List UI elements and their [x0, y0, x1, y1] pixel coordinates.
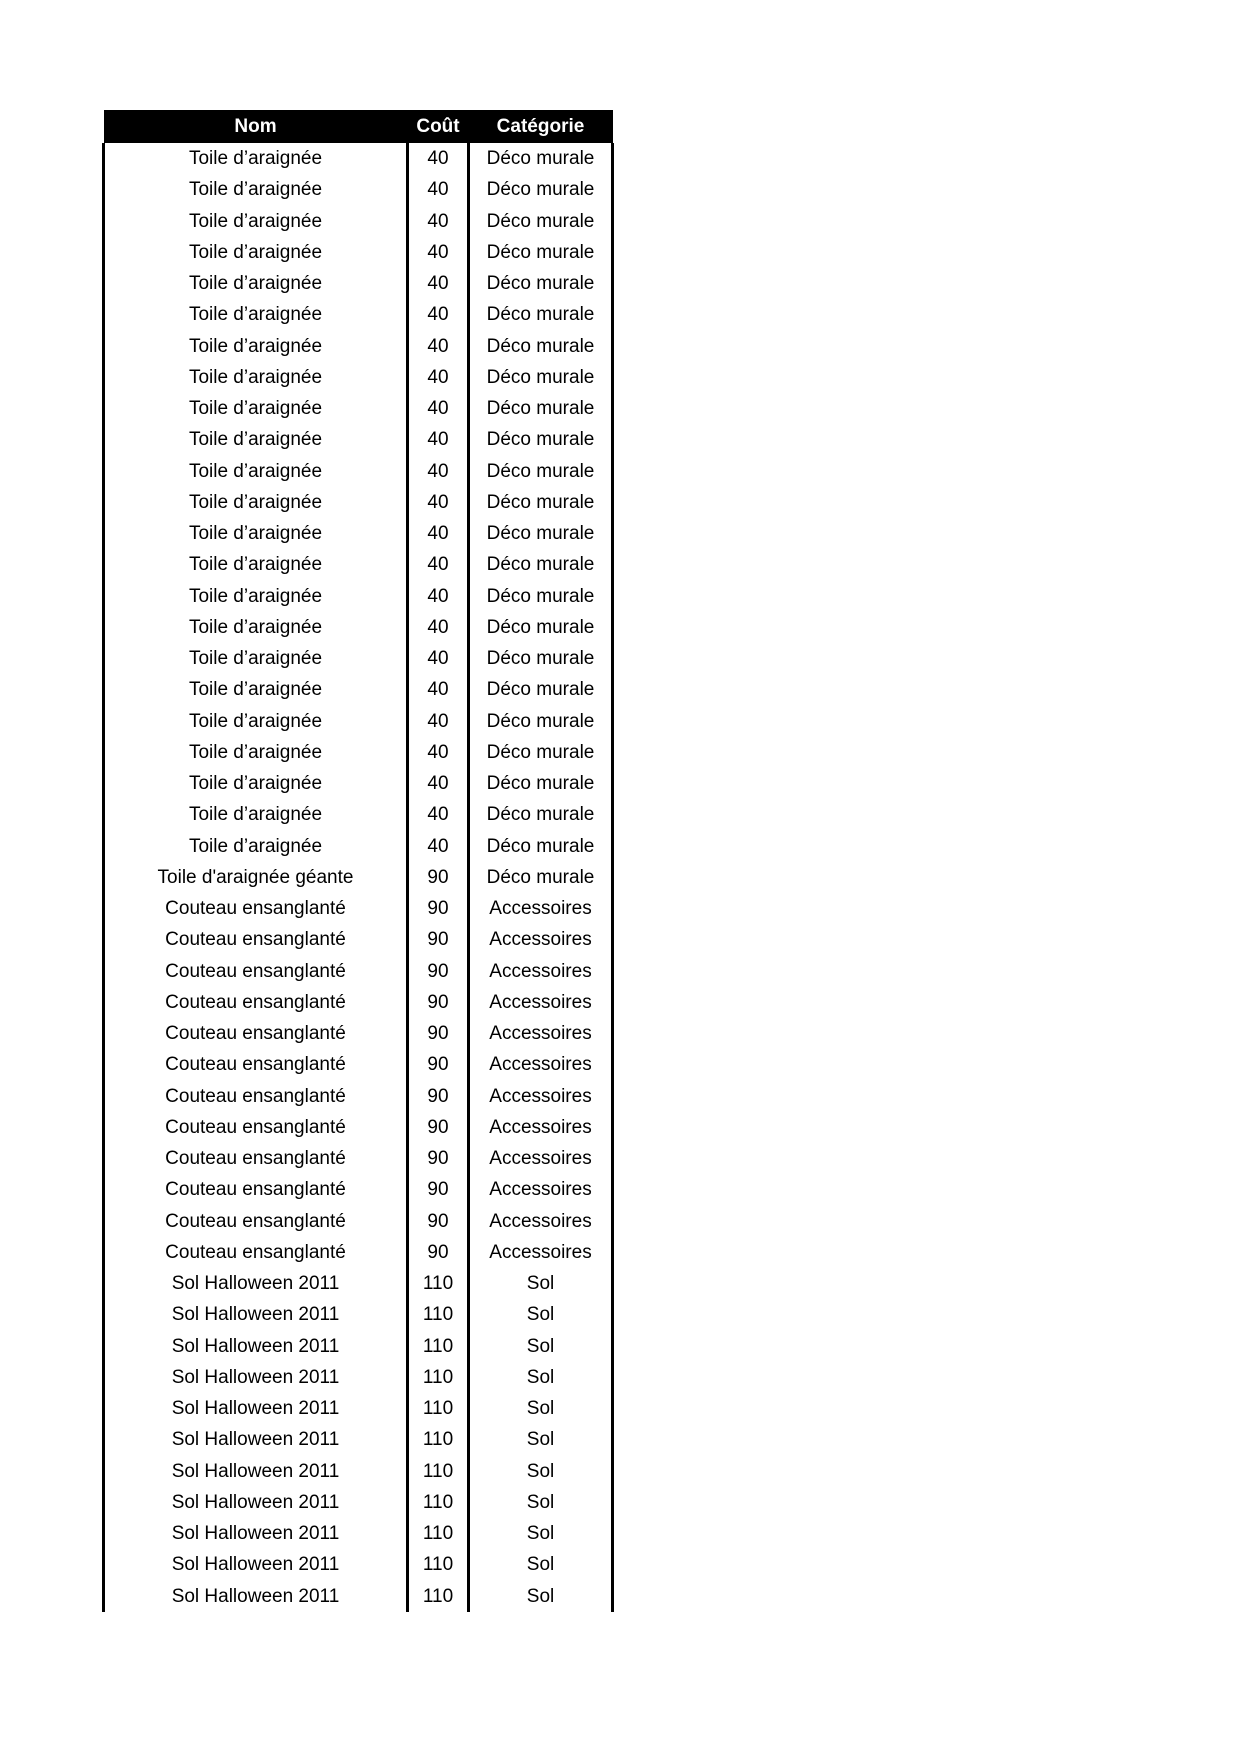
- table-row: [104, 799, 613, 830]
- cell-categorie: Déco murale: [469, 268, 613, 299]
- cell-categorie: Accessoires: [469, 1112, 613, 1143]
- table-row: [104, 1487, 613, 1518]
- cell-nom: Sol Halloween 2011: [104, 1268, 408, 1299]
- cell-cout: 90: [408, 1049, 469, 1080]
- cell-nom: Toile d’araignée: [104, 831, 408, 862]
- cell-cout: 90: [408, 1081, 469, 1112]
- cell-categorie: Sol: [469, 1299, 613, 1330]
- cell-nom: Sol Halloween 2011: [104, 1331, 408, 1362]
- table-row: [104, 612, 613, 643]
- cell-nom: Toile d’araignée: [104, 612, 408, 643]
- cell-cout: 40: [408, 268, 469, 299]
- cell-nom: Couteau ensanglanté: [104, 1206, 408, 1237]
- table-row: [104, 237, 613, 268]
- cell-cout: 40: [408, 456, 469, 487]
- cell-cout: 110: [408, 1393, 469, 1424]
- cell-cout: 40: [408, 362, 469, 393]
- cell-categorie: Déco murale: [469, 299, 613, 330]
- cell-cout: 40: [408, 206, 469, 237]
- table-row: [104, 924, 613, 955]
- cell-nom: Toile d’araignée: [104, 643, 408, 674]
- cell-nom: Sol Halloween 2011: [104, 1518, 408, 1549]
- table-row: [104, 831, 613, 862]
- cell-cout: 90: [408, 1237, 469, 1268]
- cell-nom: Sol Halloween 2011: [104, 1549, 408, 1580]
- cell-cout: 40: [408, 518, 469, 549]
- cell-nom: Sol Halloween 2011: [104, 1299, 408, 1330]
- cell-categorie: Sol: [469, 1331, 613, 1362]
- cell-nom: Toile d’araignée: [104, 174, 408, 205]
- cell-nom: Couteau ensanglanté: [104, 1143, 408, 1174]
- table-row: [104, 862, 613, 893]
- cell-categorie: Déco murale: [469, 456, 613, 487]
- cell-nom: Toile d’araignée: [104, 237, 408, 268]
- cell-cout: 90: [408, 987, 469, 1018]
- cell-nom: Toile d’araignée: [104, 143, 408, 174]
- table-row: [104, 737, 613, 768]
- cell-categorie: Sol: [469, 1456, 613, 1487]
- cell-cout: 40: [408, 674, 469, 705]
- cell-categorie: Sol: [469, 1393, 613, 1424]
- cell-nom: Toile d’araignée: [104, 737, 408, 768]
- cell-categorie: Accessoires: [469, 1143, 613, 1174]
- table-row: [104, 1174, 613, 1205]
- cell-cout: 40: [408, 393, 469, 424]
- cell-nom: Sol Halloween 2011: [104, 1581, 408, 1612]
- cell-nom: Couteau ensanglanté: [104, 956, 408, 987]
- cell-nom: Toile d’araignée: [104, 362, 408, 393]
- cell-nom: Couteau ensanglanté: [104, 1049, 408, 1080]
- cell-categorie: Déco murale: [469, 643, 613, 674]
- cell-nom: Sol Halloween 2011: [104, 1487, 408, 1518]
- cell-cout: 110: [408, 1549, 469, 1580]
- table-row: [104, 362, 613, 393]
- table-row: [104, 893, 613, 924]
- table-row: [104, 1331, 613, 1362]
- cell-categorie: Sol: [469, 1518, 613, 1549]
- table-row: [104, 1112, 613, 1143]
- table-body: [104, 143, 613, 1612]
- cell-categorie: Déco murale: [469, 737, 613, 768]
- cell-cout: 40: [408, 237, 469, 268]
- cell-categorie: Déco murale: [469, 424, 613, 455]
- cell-cout: 90: [408, 924, 469, 955]
- cell-categorie: Accessoires: [469, 924, 613, 955]
- cell-cout: 40: [408, 549, 469, 580]
- cell-nom: Sol Halloween 2011: [104, 1362, 408, 1393]
- cell-cout: 110: [408, 1268, 469, 1299]
- cell-nom: Toile d’araignée: [104, 393, 408, 424]
- cell-categorie: Sol: [469, 1268, 613, 1299]
- cell-cout: 90: [408, 1018, 469, 1049]
- cell-cout: 40: [408, 612, 469, 643]
- table-row: [104, 987, 613, 1018]
- cell-categorie: Déco murale: [469, 549, 613, 580]
- table-row: [104, 1143, 613, 1174]
- cell-nom: Toile d’araignée: [104, 518, 408, 549]
- cell-cout: 40: [408, 643, 469, 674]
- cell-categorie: Déco murale: [469, 206, 613, 237]
- cell-categorie: Déco murale: [469, 143, 613, 174]
- cell-cout: 110: [408, 1424, 469, 1455]
- cell-nom: Couteau ensanglanté: [104, 1081, 408, 1112]
- table-row: [104, 674, 613, 705]
- table-row: [104, 299, 613, 330]
- table-row: [104, 643, 613, 674]
- cell-cout: 40: [408, 174, 469, 205]
- cell-categorie: Déco murale: [469, 831, 613, 862]
- column-header-categorie: Catégorie: [469, 110, 613, 143]
- table-row: [104, 174, 613, 205]
- cell-nom: Couteau ensanglanté: [104, 987, 408, 1018]
- cell-nom: Sol Halloween 2011: [104, 1393, 408, 1424]
- table-row: [104, 1018, 613, 1049]
- cell-cout: 110: [408, 1487, 469, 1518]
- cell-cout: 110: [408, 1518, 469, 1549]
- table-row: [104, 581, 613, 612]
- cell-categorie: Sol: [469, 1487, 613, 1518]
- table-row: [104, 518, 613, 549]
- table-row: [104, 1549, 613, 1580]
- cell-categorie: Sol: [469, 1362, 613, 1393]
- cell-categorie: Accessoires: [469, 1237, 613, 1268]
- cell-cout: 110: [408, 1331, 469, 1362]
- cell-nom: Toile d’araignée: [104, 549, 408, 580]
- cell-cout: 90: [408, 1206, 469, 1237]
- column-header-cout: Coût: [408, 110, 469, 143]
- cell-nom: Couteau ensanglanté: [104, 1112, 408, 1143]
- cell-nom: Toile d’araignée: [104, 487, 408, 518]
- table-row: [104, 1581, 613, 1612]
- cell-categorie: Déco murale: [469, 174, 613, 205]
- cell-nom: Toile d’araignée: [104, 424, 408, 455]
- cell-categorie: Déco murale: [469, 331, 613, 362]
- cell-nom: Toile d’araignée: [104, 331, 408, 362]
- cell-nom: Sol Halloween 2011: [104, 1424, 408, 1455]
- cell-categorie: Accessoires: [469, 1049, 613, 1080]
- cell-categorie: Accessoires: [469, 1018, 613, 1049]
- table-row: [104, 1362, 613, 1393]
- cell-nom: Toile d’araignée: [104, 799, 408, 830]
- cell-cout: 110: [408, 1362, 469, 1393]
- table-row: [104, 206, 613, 237]
- cell-categorie: Déco murale: [469, 237, 613, 268]
- table-row: [104, 487, 613, 518]
- table-row: [104, 706, 613, 737]
- cell-cout: 90: [408, 956, 469, 987]
- cell-nom: Couteau ensanglanté: [104, 893, 408, 924]
- table-header: [104, 110, 613, 143]
- table-row: [104, 1268, 613, 1299]
- cell-cout: 40: [408, 331, 469, 362]
- table-row: [104, 1049, 613, 1080]
- cell-cout: 40: [408, 299, 469, 330]
- cell-categorie: Déco murale: [469, 581, 613, 612]
- cell-nom: Couteau ensanglanté: [104, 1174, 408, 1205]
- cell-cout: 40: [408, 143, 469, 174]
- cell-cout: 110: [408, 1299, 469, 1330]
- cell-categorie: Déco murale: [469, 393, 613, 424]
- cell-categorie: Déco murale: [469, 362, 613, 393]
- table-row: [104, 1299, 613, 1330]
- cell-categorie: Accessoires: [469, 1174, 613, 1205]
- cell-cout: 40: [408, 831, 469, 862]
- cell-cout: 90: [408, 1174, 469, 1205]
- table-row: [104, 268, 613, 299]
- cell-nom: Toile d’araignée: [104, 706, 408, 737]
- cell-categorie: Déco murale: [469, 799, 613, 830]
- cell-categorie: Accessoires: [469, 956, 613, 987]
- cell-cout: 110: [408, 1456, 469, 1487]
- table-row: [104, 1206, 613, 1237]
- column-header-nom: Nom: [104, 110, 408, 143]
- cell-nom: Toile d’araignée: [104, 456, 408, 487]
- spreadsheet-page: [102, 110, 611, 1612]
- cell-categorie: Accessoires: [469, 1081, 613, 1112]
- cell-cout: 90: [408, 862, 469, 893]
- cell-cout: 90: [408, 1143, 469, 1174]
- cell-nom: Toile d’araignée: [104, 206, 408, 237]
- table-row: [104, 1456, 613, 1487]
- cell-categorie: Déco murale: [469, 862, 613, 893]
- table-row: [104, 143, 613, 174]
- cell-nom: Toile d’araignée: [104, 674, 408, 705]
- cell-cout: 90: [408, 893, 469, 924]
- table-row: [104, 956, 613, 987]
- cell-cout: 40: [408, 487, 469, 518]
- cell-cout: 110: [408, 1581, 469, 1612]
- cell-cout: 90: [408, 1112, 469, 1143]
- cell-nom: Couteau ensanglanté: [104, 924, 408, 955]
- cell-cout: 40: [408, 768, 469, 799]
- table-row: [104, 456, 613, 487]
- cell-categorie: Déco murale: [469, 674, 613, 705]
- cell-cout: 40: [408, 424, 469, 455]
- items-table: [102, 110, 614, 1612]
- table-row: [104, 549, 613, 580]
- table-row: [104, 393, 613, 424]
- table-row: [104, 1393, 613, 1424]
- cell-categorie: Accessoires: [469, 987, 613, 1018]
- cell-cout: 40: [408, 799, 469, 830]
- table-row: [104, 331, 613, 362]
- header-row: [104, 110, 613, 143]
- cell-nom: Toile d’araignée: [104, 299, 408, 330]
- table-row: [104, 424, 613, 455]
- table-row: [104, 1518, 613, 1549]
- cell-nom: Couteau ensanglanté: [104, 1237, 408, 1268]
- cell-categorie: Déco murale: [469, 612, 613, 643]
- cell-nom: Sol Halloween 2011: [104, 1456, 408, 1487]
- cell-categorie: Sol: [469, 1549, 613, 1580]
- cell-nom: Toile d’araignée: [104, 768, 408, 799]
- table-row: [104, 1237, 613, 1268]
- cell-nom: Toile d’araignée: [104, 268, 408, 299]
- table-row: [104, 1081, 613, 1112]
- cell-cout: 40: [408, 581, 469, 612]
- cell-categorie: Sol: [469, 1581, 613, 1612]
- cell-cout: 40: [408, 706, 469, 737]
- cell-nom: Toile d'araignée géante: [104, 862, 408, 893]
- table-row: [104, 1424, 613, 1455]
- cell-nom: Couteau ensanglanté: [104, 1018, 408, 1049]
- cell-categorie: Déco murale: [469, 487, 613, 518]
- table-row: [104, 768, 613, 799]
- cell-categorie: Déco murale: [469, 706, 613, 737]
- cell-categorie: Accessoires: [469, 893, 613, 924]
- cell-categorie: Sol: [469, 1424, 613, 1455]
- cell-categorie: Déco murale: [469, 518, 613, 549]
- cell-cout: 40: [408, 737, 469, 768]
- cell-nom: Toile d’araignée: [104, 581, 408, 612]
- cell-categorie: Accessoires: [469, 1206, 613, 1237]
- cell-categorie: Déco murale: [469, 768, 613, 799]
